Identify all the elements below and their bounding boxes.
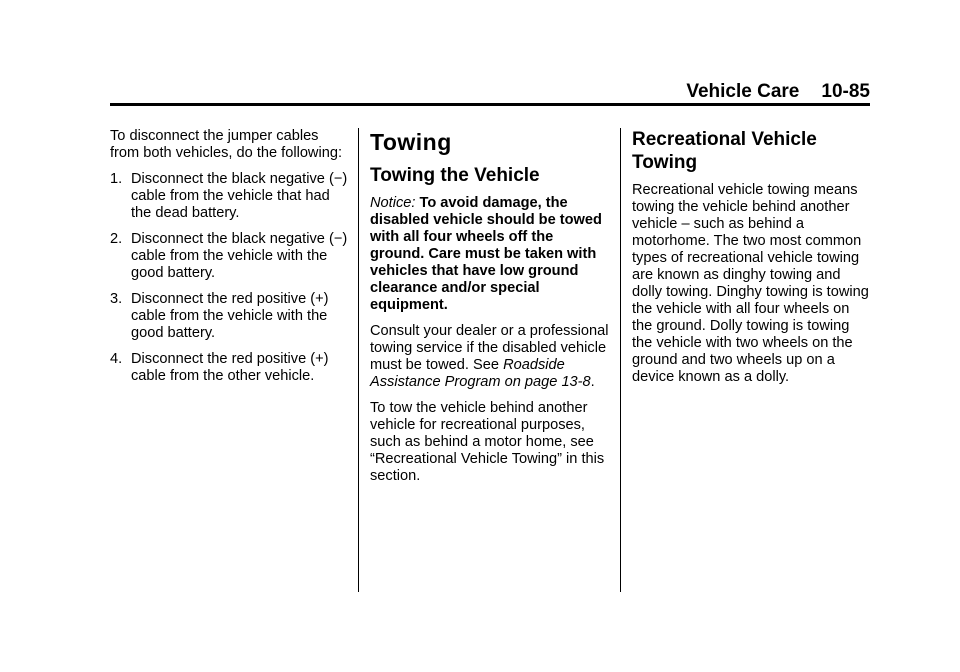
column-divider	[358, 128, 359, 592]
header-rule	[110, 103, 870, 106]
recreational-towing-heading: Recreational Vehicle Towing	[632, 129, 817, 173]
intro-paragraph: To disconnect the jumper cables from both vehicles, do the following:	[110, 128, 343, 161]
section-title: Vehicle Care	[686, 81, 800, 102]
towing-heading: Towing	[370, 129, 452, 155]
page-number: 10-85	[821, 81, 870, 102]
column-right	[632, 128, 872, 395]
step-number: 2.	[110, 231, 123, 247]
notice-paragraph	[370, 195, 610, 314]
step-text: Disconnect the black negative (−) cable from the vehicle with the good battery.	[131, 231, 348, 281]
steps-list	[110, 171, 350, 385]
column-middle	[370, 128, 610, 494]
step-number: 4.	[110, 351, 123, 367]
dealer-text: Consult your dealer or a professional towing service if the disabled vehicle must be towed. See	[370, 323, 609, 373]
step-text: Disconnect the red positive (+) cable from the other vehicle.	[131, 351, 329, 384]
step-number: 3.	[110, 291, 123, 307]
notice-label: Notice:	[370, 195, 416, 211]
list-item	[110, 171, 350, 222]
column-divider	[620, 128, 621, 592]
notice-text: To avoid damage, the disabled vehicle should be towed with all four wheels off the ground. Care must be taken with vehicles that have low ground clearance and/or special equipment.	[370, 195, 602, 313]
towing-vehicle-subheading: Towing the Vehicle	[370, 165, 540, 186]
recreational-towing-paragraph: Recreational vehicle towing means towing the vehicle behind another vehicle – such as behind a motorhome. The two most common types of recreational vehicle towing are known as dinghy towing and dolly towing. Dinghy towing is towing the vehicle with all four wheels on the ground. Dolly towing is towing the vehicle with two wheels on the ground and two wheels up on a device known as a dolly.	[632, 182, 869, 385]
list-item	[110, 291, 350, 342]
dealer-text-end: .	[590, 374, 595, 390]
list-item	[110, 231, 350, 282]
roadside-assistance-link[interactable]: Roadside Assistance Program on page 13-8	[370, 357, 591, 390]
page-header	[110, 80, 870, 104]
step-text: Disconnect the black negative (−) cable from the vehicle that had the dead battery.	[131, 171, 348, 221]
column-left	[110, 128, 350, 394]
recreational-reference-paragraph: To tow the vehicle behind another vehicle for recreational purposes, such as behind a motor home, see “Recreational Vehicle Towing” in this section.	[370, 400, 605, 484]
list-item	[110, 351, 350, 385]
step-number: 1.	[110, 171, 123, 187]
dealer-paragraph	[370, 323, 610, 391]
step-text: Disconnect the red positive (+) cable from the vehicle with the good battery.	[131, 291, 329, 341]
